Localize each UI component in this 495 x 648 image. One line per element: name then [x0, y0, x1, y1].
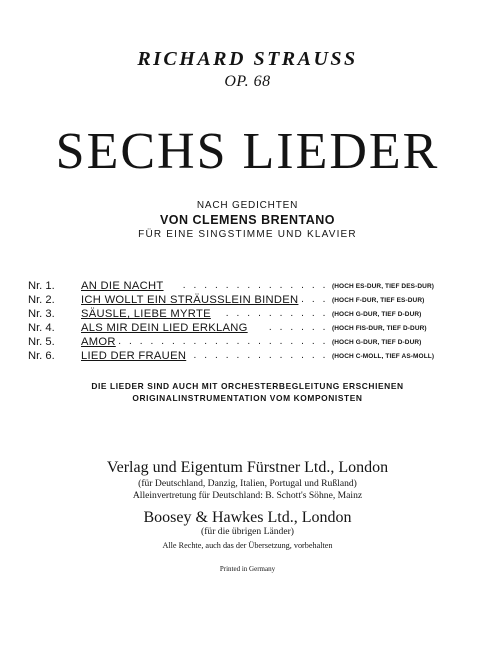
song-keys: (HOCH FIS-DUR, TIEF D-DUR) — [332, 325, 427, 332]
song-row — [28, 321, 468, 335]
song-title: ICH WOLLT EIN STRÄUSSLEIN BINDEN — [81, 294, 299, 306]
publisher-secondary: Boosey & Hawkes Ltd., London — [143, 509, 352, 526]
rights-notice: Alle Rechte, auch das der Übersetzung, vorbehalten — [162, 541, 333, 550]
song-row — [28, 349, 468, 363]
publisher-primary-region: (für Deutschland, Danzig, Italien, Portugal und Rußland) — [138, 478, 357, 489]
song-title: LIED DER FRAUEN — [81, 350, 187, 362]
song-title: AMOR — [81, 336, 116, 348]
leader-dots: . . . . . . . . . . . . . . . . . . . . . — [107, 336, 328, 347]
song-keys: (HOCH C-MOLL, TIEF AS-MOLL) — [332, 353, 435, 360]
song-row — [28, 335, 468, 349]
song-title: AN DIE NACHT — [81, 280, 164, 292]
subtitle-poet: VON CLEMENS BRENTANO — [159, 213, 336, 227]
orchestra-note-line-2: ORIGINALINSTRUMENTATION VOM KOMPONISTEN — [132, 393, 363, 403]
song-keys: (HOCH F-DUR, TIEF ES-DUR) — [332, 297, 425, 304]
song-number: Nr. 4. — [28, 322, 55, 334]
song-keys: (HOCH G-DUR, TIEF D-DUR) — [332, 339, 422, 346]
leader-dots: . . . . . . . . . . . . . . — [182, 280, 328, 291]
song-keys: (HOCH ES-DUR, TIEF DES-DUR) — [332, 283, 435, 290]
leader-dots: . . . . . . — [268, 322, 328, 333]
song-number: Nr. 3. — [28, 308, 55, 320]
song-number: Nr. 5. — [28, 336, 55, 348]
opus-number: OP. 68 — [224, 73, 271, 90]
publisher-secondary-region: (für die übrigen Länder) — [201, 526, 294, 537]
song-row — [28, 307, 468, 321]
song-number: Nr. 6. — [28, 350, 55, 362]
song-keys: (HOCH G-DUR, TIEF D-DUR) — [332, 311, 422, 318]
song-number: Nr. 1. — [28, 280, 55, 292]
song-title: SÄUSLE, LIEBE MYRTE — [81, 308, 211, 320]
orchestra-note-line-1: DIE LIEDER SIND AUCH MIT ORCHESTERBEGLEITUNG ERSCHIENEN — [91, 381, 404, 391]
subtitle-instrumentation: FÜR EINE SINGSTIMME UND KLAVIER — [138, 229, 357, 240]
song-row — [28, 293, 468, 307]
subtitle-line-1: NACH GEDICHTEN — [196, 200, 299, 211]
publisher-primary: Verlag und Eigentum Fürstner Ltd., London — [106, 459, 389, 476]
leader-dots: . . . — [301, 294, 328, 305]
composer-name: RICHARD STRAUSS — [137, 48, 358, 70]
printed-in-note: Printed in Germany — [219, 565, 276, 573]
leader-dots: . . . . . . . . . . — [225, 308, 328, 319]
song-number: Nr. 2. — [28, 294, 55, 306]
leader-dots: . . . . . . . . . . . . . — [193, 350, 328, 361]
song-row — [28, 279, 468, 293]
song-title: ALS MIR DEIN LIED ERKLANG — [81, 322, 248, 334]
work-title: SECHS LIEDER — [55, 123, 440, 180]
publisher-agency: Alleinvertretung für Deutschland: B. Schott's Söhne, Mainz — [132, 490, 363, 501]
song-list — [28, 279, 468, 363]
